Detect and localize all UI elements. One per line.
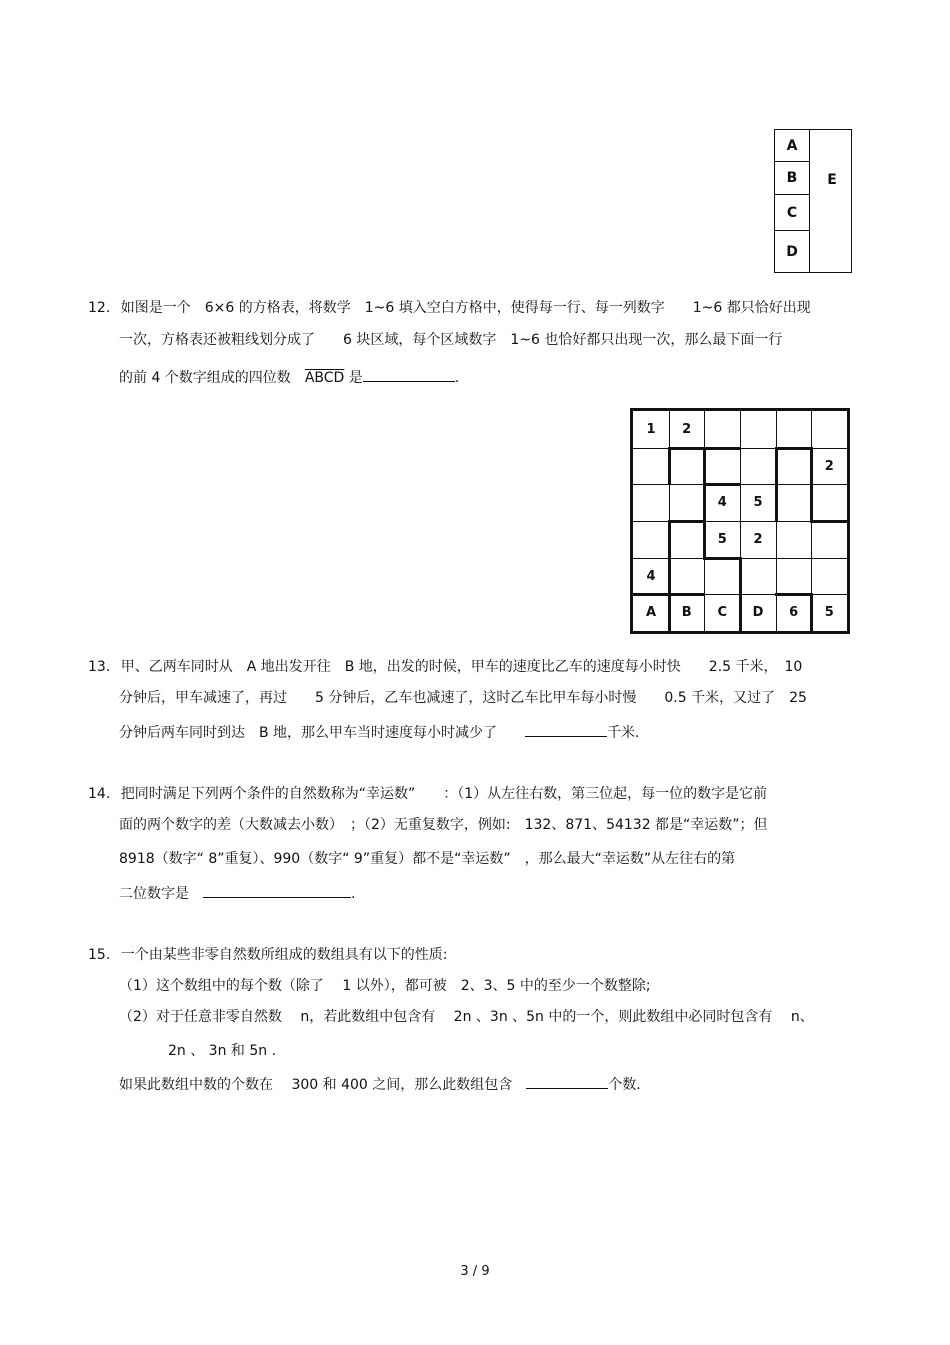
q15-text-2: （1）这个数组中的每个数（除了 1 以外），都可被 2、3、5 中的至少一个数整除;: [119, 978, 651, 994]
grid-cell: C: [717, 605, 728, 621]
region-border: [775, 593, 813, 596]
q14-line-1: [88, 785, 767, 803]
q14-line-4: [119, 883, 355, 903]
region-border: [668, 593, 706, 596]
q15-text-5-end: 个数.: [608, 1077, 641, 1093]
sudoku-grid: [630, 408, 850, 634]
q15-line-5: [119, 1074, 641, 1094]
region-border: [668, 520, 706, 523]
grid-cell: [633, 521, 669, 558]
q12-text-3-end: .: [454, 370, 460, 386]
figure-divider: [775, 194, 809, 195]
q12-line-3: [119, 367, 459, 387]
q13-text-3-end: 千米.: [607, 725, 640, 741]
q14-text-1: 把同时满足下列两个条件的自然数称为“幸运数” ：（1）从左往右数，第三位起，每一位的数字是它前: [120, 786, 768, 802]
q14-text-4-end: .: [351, 886, 356, 902]
region-border: [668, 447, 671, 486]
q12-text-3-mid: 是: [344, 370, 363, 386]
q15-text-3: （2）对于任意非零自然数 n，若此数组中包含有 2n 、3n 、5n 中的一个，则此数组中必同时包含有 n、: [119, 1009, 814, 1025]
grid-cell: 2: [682, 422, 692, 437]
grid-cell: [740, 448, 776, 485]
grid-cell: 4: [717, 495, 727, 511]
grid-cell: [740, 411, 776, 448]
q13-text-3: 分钟后两车同时到达 B 地，那么甲车当时速度每小时减少了: [119, 725, 526, 741]
grid-cell: 5: [717, 532, 727, 547]
grid-cell: [811, 484, 847, 521]
grid-cell: [704, 558, 740, 595]
grid-cell: 4: [646, 568, 656, 584]
figure-vertical-divider: [809, 130, 810, 272]
q14-text-4: 二位数字是: [119, 886, 203, 902]
region-border: [775, 447, 813, 450]
grid-cell: [811, 411, 847, 448]
q15-number: 15.: [88, 947, 111, 963]
q14-text-2: 面的两个数字的差（大数减去小数） ；（2）无重复数字，例如: 132、871、54132 都是“幸运数”；但: [119, 817, 768, 833]
region-border: [703, 557, 741, 560]
region-border: [703, 447, 706, 486]
q15-text-4: 2n 、 3n 和 5n .: [168, 1043, 277, 1059]
grid-cell: [776, 558, 812, 595]
grid-cell: [669, 484, 705, 521]
grid-cell: [811, 521, 847, 558]
q13-line-1: [88, 658, 802, 676]
region-border: [668, 593, 671, 632]
grid-cell: A: [645, 605, 657, 621]
region-border: [810, 593, 813, 632]
grid-cell: [740, 558, 776, 595]
grid-cell: D: [752, 605, 764, 621]
region-border: [632, 593, 670, 596]
q12-text-3: 的前 4 个数字组成的四位数: [119, 370, 305, 386]
grid-cell: [776, 484, 812, 521]
grid-cell: 2: [753, 532, 763, 547]
region-border: [810, 447, 813, 522]
grid-cell: [776, 448, 812, 485]
grid-cell: [704, 411, 740, 448]
grid-cell: [633, 448, 669, 485]
q15-text-5: 如果此数组中数的个数在 300 和 400 之间，那么此数组包含: [119, 1077, 527, 1093]
q13-line-3: [119, 722, 640, 742]
grid-cell: 2: [824, 458, 834, 474]
figure-label-d: D: [786, 244, 798, 260]
region-border: [739, 557, 742, 632]
region-border: [775, 447, 778, 522]
q13-number: 13.: [88, 659, 111, 675]
region-border: [810, 520, 848, 523]
q12-text-1: 如图是一个 6×6 的方格表，将数学 1~6 填入空白方格中，使得每一行、每一列数字 1~6 都只恰好出现: [120, 300, 811, 316]
q12-line-1: [88, 299, 811, 317]
q14-text-3: 8918（数字“ 8”重复）、990（数字“ 9”重复）都不是“幸运数” ，那么最大“幸运数”从左往右的第: [119, 851, 736, 867]
q13-text-1: 甲、乙两车同时从 A 地出发开往 B 地，出发的时候，甲车的速度比乙车的速度每小时快 2.5 千米， 10: [120, 659, 803, 675]
q12-answer-blank[interactable]: [363, 367, 455, 382]
grid-cell: [633, 484, 669, 521]
grid-cell: [776, 411, 812, 448]
grid-cell: 6: [789, 605, 799, 621]
grid-cell: 5: [753, 495, 763, 511]
q12-number: 12.: [88, 300, 111, 316]
q12-text-2: 一次，方格表还被粗线划分成了 6 块区域，每个区域数字 1~6 也恰好都只出现一次，那么最下面一行: [119, 332, 783, 348]
figure-divider: [775, 161, 809, 162]
figure-label-a: A: [786, 138, 798, 154]
page-number: 3 / 9: [460, 1264, 490, 1279]
q13-text-2: 分钟后，甲车减速了，再过 5 分钟后，乙车也减速了，这时乙车比甲车每小时慢 0.5 千米，又过了 25: [119, 690, 807, 706]
grid-cell: [669, 558, 705, 595]
q15-answer-blank[interactable]: [526, 1074, 608, 1089]
q15-text-1: 一个由某些非零自然数所组成的数组具有以下的性质:: [120, 947, 448, 963]
q14-number: 14.: [88, 786, 111, 802]
grid-cell: [704, 448, 740, 485]
figure-divider: [775, 230, 809, 231]
q15-line-1: [88, 946, 447, 964]
grid-cell: [776, 521, 812, 558]
grid-cell: [669, 448, 705, 485]
q14-answer-blank[interactable]: [203, 883, 351, 898]
grid-cell: 5: [824, 605, 834, 621]
grid-cell: 1: [646, 422, 656, 437]
figure-label-e: E: [827, 172, 837, 188]
region-border: [668, 520, 671, 595]
figure-label-b: B: [786, 170, 798, 186]
q13-answer-blank[interactable]: [525, 722, 607, 737]
abcde-figure: [774, 129, 852, 273]
figure-label-c: C: [786, 205, 798, 221]
grid-cell: [669, 521, 705, 558]
grid-cell: [811, 558, 847, 595]
grid-cell: B: [681, 605, 692, 621]
region-border: [703, 483, 741, 486]
abcd-overline: ABCD: [304, 370, 345, 386]
